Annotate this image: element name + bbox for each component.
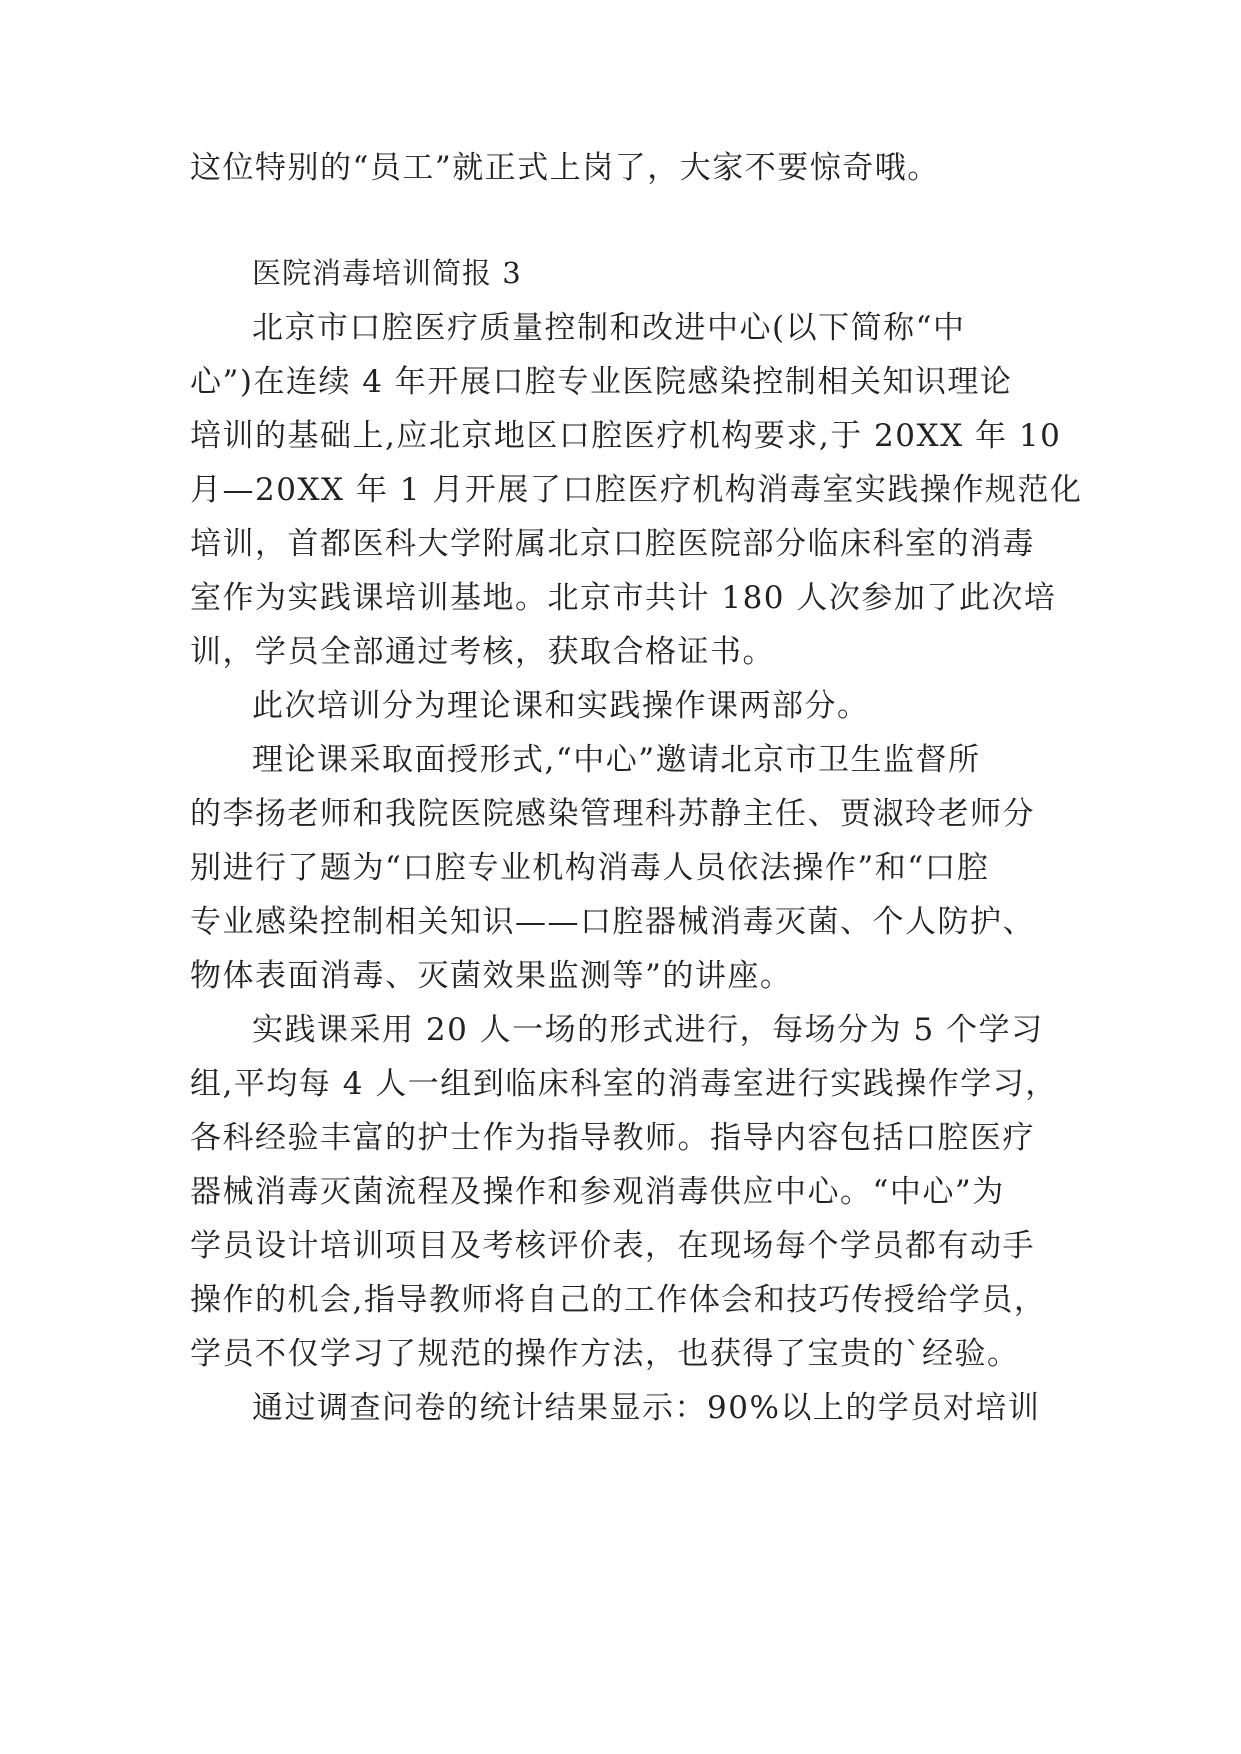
paragraph-line: 培训的基础上,应北京地区口腔医疗机构要求,于 20XX 年 10 [190, 418, 1062, 454]
paragraph-line: 专业感染控制相关知识——口腔器械消毒灭菌、个人防护、 [190, 904, 1035, 940]
paragraph-line: 操作的机会,指导教师将自己的工作体会和技巧传授给学员， [190, 1282, 1047, 1318]
paragraph-line: 月—20XX 年 1 月开展了口腔医疗机构消毒室实践操作规范化 [190, 472, 1083, 508]
paragraph-line: 通过调查问卷的统计结果显示：90%以上的学员对培训 [252, 1390, 1041, 1426]
paragraph-line: 器械消毒灭菌流程及操作和参观消毒供应中心。“中心”为 [190, 1174, 1005, 1210]
section-title: 医院消毒培训简报 3 [252, 256, 522, 290]
paragraph-line: 学员设计培训项目及考核评价表，在现场每个学员都有动手 [190, 1228, 1035, 1264]
paragraph-line: 物体表面消毒、灭菌效果监测等”的讲座。 [190, 958, 793, 994]
paragraph-line: 学员不仅学习了规范的操作方法，也获得了宝贵的`经验。 [190, 1336, 1020, 1372]
paragraph-line: 此次培训分为理论课和实践操作课两部分。 [252, 688, 870, 724]
paragraph-line: 心”)在连续 4 年开展口腔专业医院感染控制相关知识理论 [190, 364, 1013, 400]
paragraph-line: 实践课采用 20 人一场的形式进行，每场分为 5 个学习 [252, 1012, 1044, 1048]
paragraph-line: 这位特别的“员工”就正式上岗了，大家不要惊奇哦。 [190, 150, 940, 186]
paragraph-line: 室作为实践课培训基地。北京市共计 180 人次参加了此次培 [190, 580, 1057, 616]
paragraph-line: 理论课采取面授形式,“中心”邀请北京市卫生监督所 [252, 742, 981, 778]
paragraph-line: 的李扬老师和我院医院感染管理科苏静主任、贾淑玲老师分 [190, 796, 1035, 832]
paragraph-line: 训，学员全部通过考核，获取合格证书。 [190, 634, 775, 670]
paragraph-line: 北京市口腔医疗质量控制和改进中心(以下简称“中 [252, 310, 966, 346]
paragraph-line: 组,平均每 4 人一组到临床科室的消毒室进行实践操作学习， [190, 1066, 1058, 1102]
paragraph-line: 别进行了题为“口腔专业机构消毒人员依法操作”和“口腔 [190, 850, 990, 886]
paragraph-line: 培训，首都医科大学附属北京口腔医院部分临床科室的消毒 [190, 526, 1035, 562]
paragraph-line: 各科经验丰富的护士作为指导教师。指导内容包括口腔医疗 [190, 1120, 1035, 1156]
